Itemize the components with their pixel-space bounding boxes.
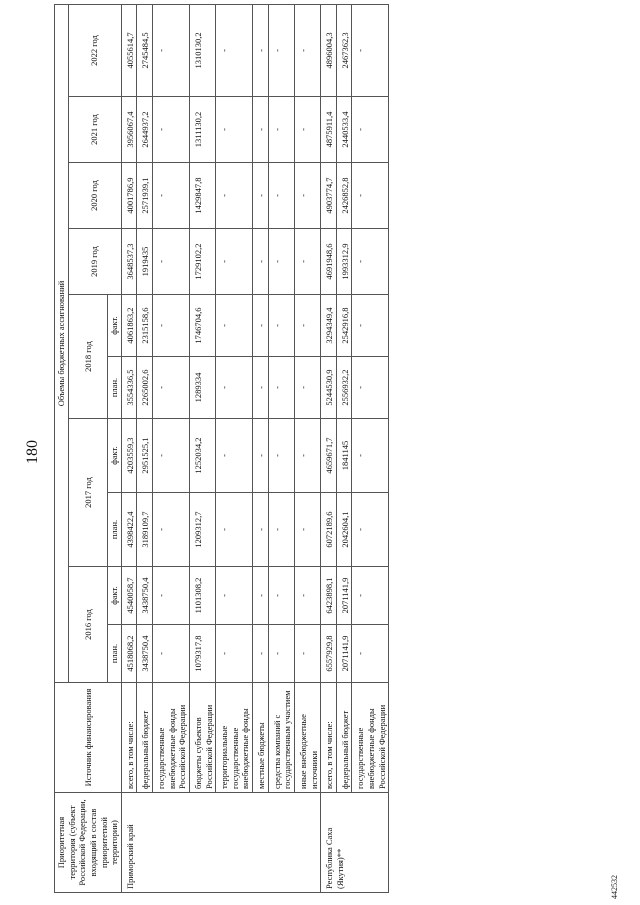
value-cell: - <box>268 295 294 357</box>
header-plan-2016: план. <box>108 625 122 683</box>
value-cell: - <box>216 163 253 229</box>
value-cell: - <box>253 567 269 625</box>
source-cell: всего, в том числе: <box>321 683 337 793</box>
value-cell: - <box>352 97 389 163</box>
value-cell: 1841145 <box>336 419 352 493</box>
header-plan-2018: план. <box>108 357 122 419</box>
value-cell: - <box>253 357 269 419</box>
value-cell: 4540058,7 <box>121 567 137 625</box>
value-cell: 4061863,2 <box>121 295 137 357</box>
value-cell: - <box>153 97 190 163</box>
value-cell: - <box>294 419 320 493</box>
value-cell: - <box>352 625 389 683</box>
value-cell: 2315158,6 <box>137 295 153 357</box>
value-cell: 2542916,8 <box>336 295 352 357</box>
value-cell: 3554336,5 <box>121 357 137 419</box>
source-cell: бюджеты субъектов Российской Федерации <box>189 683 215 793</box>
header-fact-2018: факт. <box>108 295 122 357</box>
value-cell: 3189109,7 <box>137 493 153 567</box>
value-cell: 2644937,2 <box>137 97 153 163</box>
value-cell: - <box>294 4 320 96</box>
header-source: Источник финансирования <box>55 683 122 793</box>
value-cell: 2571939,1 <box>137 163 153 229</box>
page-number: 180 <box>24 440 41 464</box>
value-cell: 3294349,4 <box>321 295 337 357</box>
value-cell: 2440533,4 <box>336 97 352 163</box>
table-row <box>216 4 253 892</box>
value-cell: - <box>352 4 389 96</box>
header-year-2018: 2018 год <box>68 295 108 419</box>
value-cell: - <box>253 4 269 96</box>
value-cell: 4518068,2 <box>121 625 137 683</box>
value-cell: - <box>294 567 320 625</box>
table-row <box>336 4 352 892</box>
value-cell: 1429847,8 <box>189 163 215 229</box>
table-row <box>268 4 294 892</box>
table-row <box>189 4 215 892</box>
source-cell: государственные внебюджетные фонды Российской Федерации <box>352 683 389 793</box>
value-cell: - <box>294 97 320 163</box>
value-cell: - <box>352 229 389 295</box>
value-cell: 2556932,2 <box>336 357 352 419</box>
value-cell: - <box>294 493 320 567</box>
value-cell: 2426852,8 <box>336 163 352 229</box>
value-cell: - <box>216 493 253 567</box>
value-cell: 4055614,7 <box>121 4 137 96</box>
table-row <box>121 4 137 892</box>
value-cell: - <box>268 163 294 229</box>
value-cell: 4903774,7 <box>321 163 337 229</box>
value-cell: - <box>294 625 320 683</box>
value-cell: - <box>153 625 190 683</box>
value-cell: 1209312,7 <box>189 493 215 567</box>
source-cell: средства компаний с государственным участием <box>268 683 294 793</box>
value-cell: - <box>268 419 294 493</box>
value-cell: 3648537,3 <box>121 229 137 295</box>
value-cell: - <box>216 625 253 683</box>
value-cell: - <box>216 4 253 96</box>
value-cell: - <box>294 163 320 229</box>
value-cell: - <box>216 567 253 625</box>
value-cell: 2745484,5 <box>137 4 153 96</box>
value-cell: 2071141,9 <box>336 625 352 683</box>
value-cell: 1252034,2 <box>189 419 215 493</box>
value-cell: - <box>216 295 253 357</box>
value-cell: - <box>216 97 253 163</box>
value-cell: - <box>153 295 190 357</box>
value-cell: - <box>268 4 294 96</box>
value-cell: - <box>268 567 294 625</box>
table-body <box>121 4 389 892</box>
value-cell: - <box>153 357 190 419</box>
header-fact-2016: факт. <box>108 567 122 625</box>
value-cell: 1729102,2 <box>189 229 215 295</box>
value-cell: 2265002,6 <box>137 357 153 419</box>
value-cell: 2467362,3 <box>336 4 352 96</box>
value-cell: 1919435 <box>137 229 153 295</box>
value-cell: 4398422,4 <box>121 493 137 567</box>
value-cell: - <box>294 357 320 419</box>
value-cell: 1993312,9 <box>336 229 352 295</box>
value-cell: - <box>253 625 269 683</box>
value-cell: - <box>268 625 294 683</box>
value-cell: - <box>253 163 269 229</box>
value-cell: 3438750,4 <box>137 625 153 683</box>
value-cell: 4001786,9 <box>121 163 137 229</box>
value-cell: - <box>294 229 320 295</box>
budget-table <box>54 4 389 893</box>
value-cell: - <box>352 419 389 493</box>
source-cell: всего, в том числе: <box>121 683 137 793</box>
value-cell: 1311130,2 <box>189 97 215 163</box>
value-cell: 6072189,6 <box>321 493 337 567</box>
value-cell: 4691948,6 <box>321 229 337 295</box>
header-year-2022: 2022 год <box>68 4 121 96</box>
value-cell: - <box>253 97 269 163</box>
value-cell: - <box>153 163 190 229</box>
table-row <box>137 4 153 892</box>
source-cell: местные бюджеты <box>253 683 269 793</box>
value-cell: 4203559,3 <box>121 419 137 493</box>
value-cell: - <box>352 163 389 229</box>
territory-cell: Республика Саха (Якутия)** <box>321 793 389 893</box>
value-cell: 2951525,1 <box>137 419 153 493</box>
value-cell: - <box>216 419 253 493</box>
value-cell: 4659671,7 <box>321 419 337 493</box>
value-cell: 2042604,1 <box>336 493 352 567</box>
value-cell: 4896004,3 <box>321 4 337 96</box>
header-plan-2017: план. <box>108 493 122 567</box>
value-cell: - <box>216 357 253 419</box>
value-cell: - <box>153 229 190 295</box>
value-cell: - <box>253 295 269 357</box>
header-fact-2017: факт. <box>108 419 122 493</box>
header-territory: Приоритетная территория (субъект Российской Федерации, входящий в состав приоритетной территории) <box>55 793 122 893</box>
value-cell: 4875911,4 <box>321 97 337 163</box>
source-cell: федеральный бюджет <box>137 683 153 793</box>
table-row <box>253 4 269 892</box>
header-volumes: Объемы бюджетных ассигнований <box>55 4 69 682</box>
value-cell: - <box>268 357 294 419</box>
table-row <box>352 4 389 892</box>
table-row <box>153 4 190 892</box>
value-cell: - <box>153 419 190 493</box>
territory-cell: Приморский край <box>121 793 320 893</box>
value-cell: 1289334 <box>189 357 215 419</box>
value-cell: - <box>352 357 389 419</box>
document-code: 442532 <box>610 875 619 899</box>
header-year-2019: 2019 год <box>68 229 121 295</box>
table-row <box>294 4 320 892</box>
value-cell: - <box>268 97 294 163</box>
value-cell: 1079317,8 <box>189 625 215 683</box>
source-cell: территориальные государственные внебюджетные фонды <box>216 683 253 793</box>
source-cell: федеральный бюджет <box>336 683 352 793</box>
value-cell: - <box>294 295 320 357</box>
header-year-2021: 2021 год <box>68 97 121 163</box>
value-cell: - <box>268 493 294 567</box>
value-cell: - <box>253 493 269 567</box>
value-cell: 1310130,2 <box>189 4 215 96</box>
value-cell: 3438750,4 <box>137 567 153 625</box>
value-cell: - <box>268 229 294 295</box>
value-cell: 2071141,9 <box>336 567 352 625</box>
value-cell: - <box>352 567 389 625</box>
value-cell: - <box>253 419 269 493</box>
value-cell: 1101308,2 <box>189 567 215 625</box>
header-year-2020: 2020 год <box>68 163 121 229</box>
value-cell: - <box>153 567 190 625</box>
value-cell: - <box>352 295 389 357</box>
value-cell: 6557929,8 <box>321 625 337 683</box>
value-cell: - <box>153 4 190 96</box>
value-cell: 3956067,4 <box>121 97 137 163</box>
table-row <box>321 4 337 892</box>
header-row-1 <box>55 4 69 892</box>
header-year-2016: 2016 год <box>68 567 108 683</box>
header-year-2017: 2017 год <box>68 419 108 567</box>
value-cell: - <box>253 229 269 295</box>
value-cell: 5244530,9 <box>321 357 337 419</box>
value-cell: 6423898,1 <box>321 567 337 625</box>
source-cell: иные внебюджетные источники <box>294 683 320 793</box>
value-cell: - <box>216 229 253 295</box>
value-cell: 1746704,6 <box>189 295 215 357</box>
value-cell: - <box>153 493 190 567</box>
value-cell: - <box>352 493 389 567</box>
source-cell: государственные внебюджетные фонды Российской Федерации <box>153 683 190 793</box>
